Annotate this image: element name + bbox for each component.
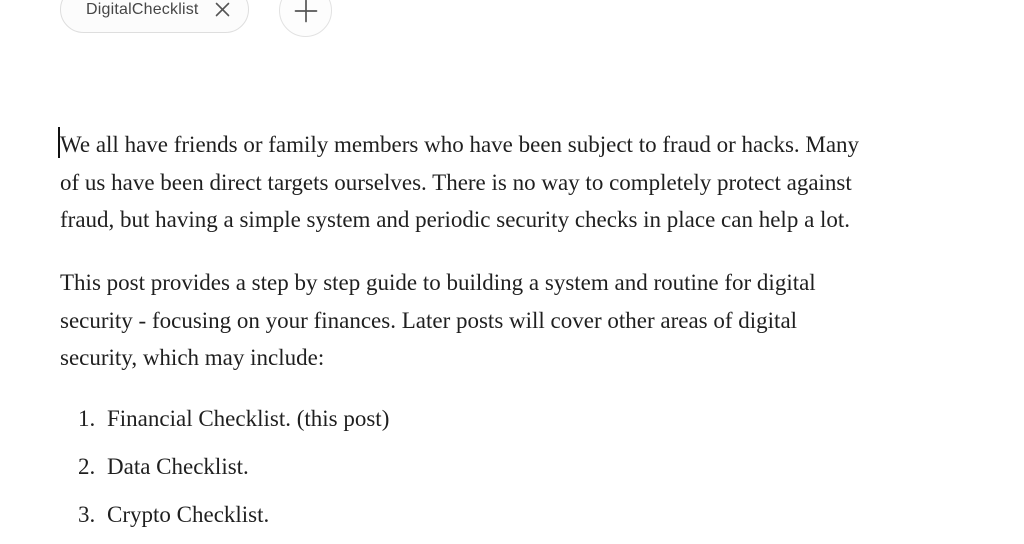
paragraph	[60, 264, 984, 377]
paragraph-line: security - focusing on your finances. Later posts will cover other areas of digital	[60, 307, 798, 333]
list-item-text: Crypto Checklist.	[107, 502, 270, 527]
list-item	[78, 400, 389, 438]
list-item-text: Financial Checklist. (this post)	[107, 406, 390, 431]
list-item-number: 1.	[78, 406, 96, 431]
list-item-number: 3.	[78, 502, 96, 527]
list-item	[78, 496, 389, 534]
ordered-list	[78, 400, 389, 544]
tag-chip-label: DigitalChecklist	[86, 0, 199, 18]
paragraph-line: of us have been direct targets ourselves. There is no way to completely protect against	[60, 169, 852, 195]
list-item-text: Data Checklist.	[107, 454, 249, 479]
paragraph-line: security, which may include:	[60, 345, 325, 370]
paragraph-line: We all have friends or family members who have been subject to fraud or hacks. Many	[60, 132, 860, 157]
list-item-number: 2.	[78, 454, 96, 479]
list-item	[78, 448, 389, 486]
paragraph	[60, 126, 984, 239]
paragraph-line: fraud, but having a simple system and periodic security checks in place can help a lot.	[60, 207, 851, 232]
paragraph-line: This post provides a step by step guide to building a system and routine for digital	[60, 270, 816, 295]
